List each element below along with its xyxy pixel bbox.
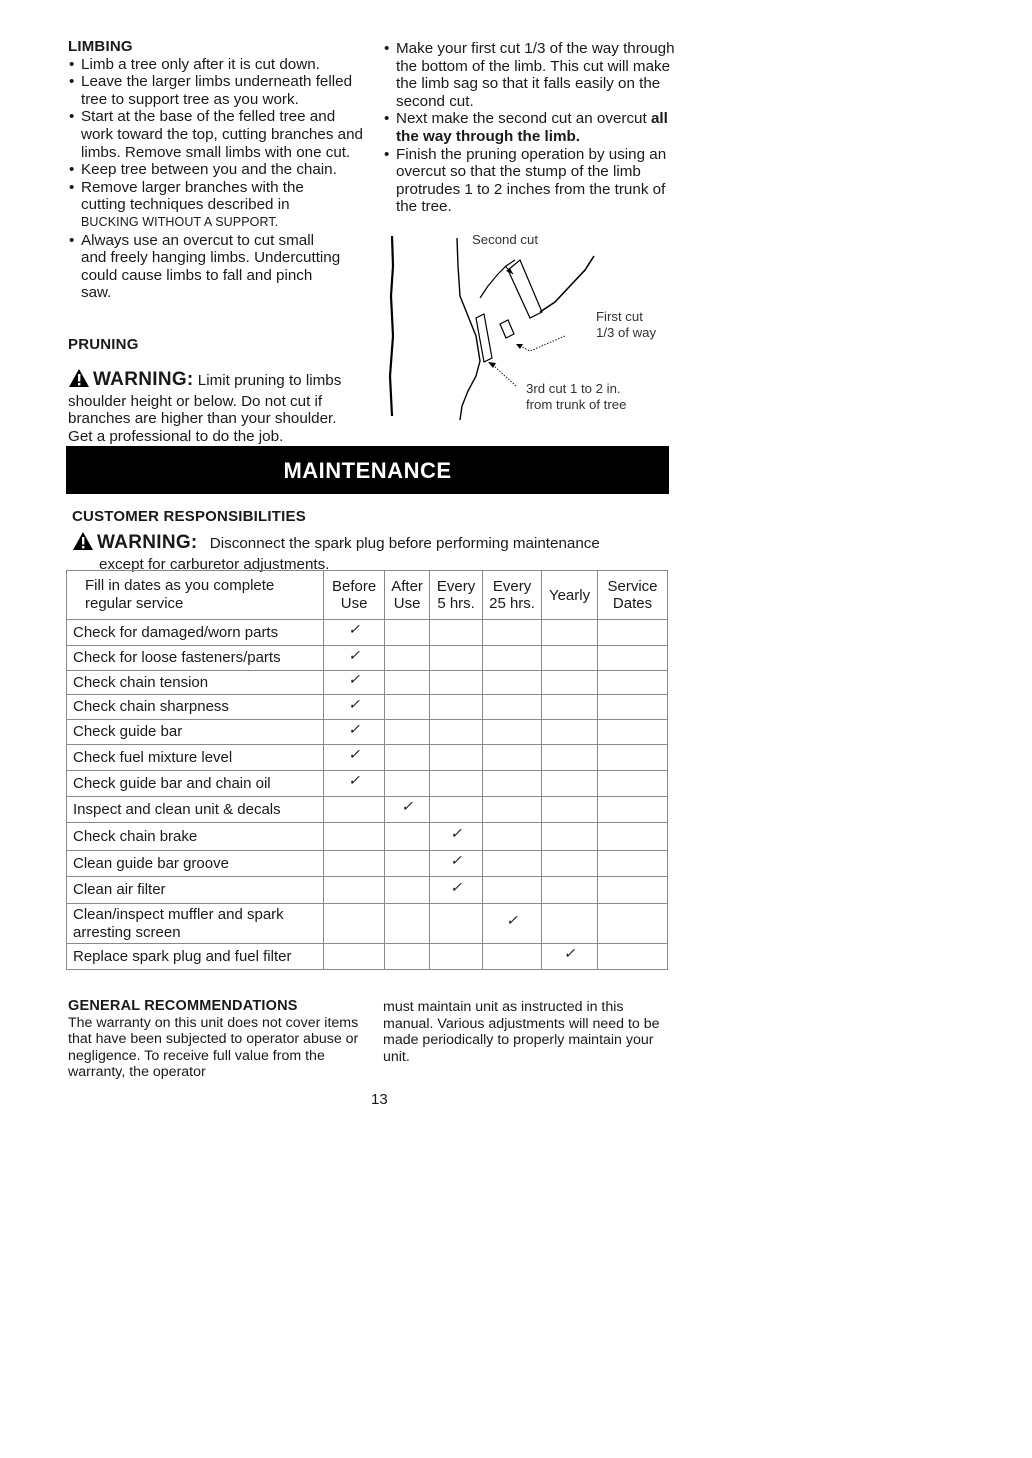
customer-warning (72, 531, 672, 574)
header-task: Fill in dates as you complete regular service (67, 571, 324, 620)
empty-cell (324, 851, 385, 877)
pruning-figure (380, 226, 670, 426)
empty-cell (598, 797, 668, 823)
empty-cell (542, 695, 598, 720)
check-cell (324, 720, 385, 745)
general-heading: GENERAL RECOMMENDATIONS (68, 998, 298, 1014)
check-mark-icon: ✓ (348, 695, 360, 712)
empty-cell (542, 745, 598, 771)
check-mark-icon: ✓ (348, 746, 360, 762)
warning-triangle-icon-2 (72, 531, 94, 556)
check-mark-icon: ✓ (348, 646, 360, 663)
empty-cell (542, 671, 598, 695)
table-row (67, 877, 668, 904)
check-cell (542, 944, 598, 970)
empty-cell (385, 944, 430, 970)
check-mark-icon: ✓ (450, 825, 462, 841)
empty-cell (542, 771, 598, 797)
pruning-bullet-2 (383, 110, 675, 145)
table-row (67, 771, 668, 797)
check-cell (324, 646, 385, 671)
table-row (67, 671, 668, 695)
first-cut-label-2: 1/3 of way (596, 325, 657, 340)
first-cut-label (596, 309, 656, 341)
third-cut-label-2: from trunk of tree (526, 397, 627, 412)
empty-cell (324, 797, 385, 823)
empty-cell (430, 944, 483, 970)
empty-cell (483, 877, 542, 904)
empty-cell (385, 851, 430, 877)
empty-cell (324, 904, 385, 944)
limbing-bullet-6: • Always use an overcut to cut small and freely hanging limbs. Undercutting could cause limbs to fall and pinch saw. (68, 232, 343, 302)
empty-cell (324, 877, 385, 904)
check-cell (430, 851, 483, 877)
table-row (67, 823, 668, 851)
empty-cell (430, 720, 483, 745)
empty-cell (542, 797, 598, 823)
empty-cell (542, 904, 598, 944)
pruning-warning-text: Limit pruning to limbs shoulder height or below. Do not cut if branches are higher than your shoulder. Get a professional to do the job. (68, 372, 342, 445)
empty-cell (598, 745, 668, 771)
check-cell (324, 620, 385, 646)
task-cell: Replace spark plug and fuel filter (67, 944, 324, 970)
empty-cell (385, 904, 430, 944)
check-mark-icon: ✓ (348, 720, 360, 737)
third-cut-label-1: 3rd cut 1 to 2 in. (526, 381, 621, 396)
limbing-bullet-3: • Start at the base of the felled tree and work toward the top, cutting branches and limbs. Remove small limbs with one cut. (68, 108, 368, 161)
page-number: 13 (371, 1091, 388, 1108)
maintenance-banner: MAINTENANCE (66, 446, 669, 494)
limbing-list (68, 56, 368, 302)
empty-cell (385, 646, 430, 671)
task-cell: Check guide bar (67, 720, 324, 745)
empty-cell (430, 671, 483, 695)
pruning-bullet-2-bold: all the way through the limb. (396, 110, 668, 145)
check-mark-icon: ✓ (450, 878, 462, 895)
check-cell (430, 823, 483, 851)
table-row (67, 944, 668, 970)
empty-cell (385, 771, 430, 797)
task-cell: Check for damaged/worn parts (67, 620, 324, 646)
check-mark-icon: ✓ (563, 945, 576, 961)
pruning-warning-label: WARNING: (93, 369, 194, 390)
empty-cell (385, 877, 430, 904)
empty-cell (483, 695, 542, 720)
customer-warning-line2: except for carburetor adjustments. (99, 556, 330, 573)
limbing-bullet-2: • Leave the larger limbs underneath felled tree to support tree as you work. (68, 73, 368, 108)
limbing-bullet-4: • Keep tree between you and the chain. (68, 161, 368, 179)
empty-cell (598, 671, 668, 695)
table-header-row (67, 571, 668, 620)
header-yearly: Yearly (542, 571, 598, 620)
empty-cell (385, 620, 430, 646)
second-cut-label: Second cut (472, 232, 538, 247)
check-cell (324, 695, 385, 720)
task-cell: Clean air filter (67, 877, 324, 904)
pruning-bullet-1: • Make your first cut 1/3 of the way through the bottom of the limb. This cut will make the limb sag so that it falls easily on the second cut. (383, 40, 675, 110)
customer-section (72, 508, 672, 525)
empty-cell (542, 646, 598, 671)
check-cell (483, 904, 542, 944)
maintenance-schedule-table (66, 570, 668, 970)
first-cut-label-1: First cut (596, 309, 643, 324)
empty-cell (483, 823, 542, 851)
table-row (67, 720, 668, 745)
header-before-use: Before Use (324, 571, 385, 620)
task-cell: Check chain sharpness (67, 695, 324, 720)
empty-cell (385, 720, 430, 745)
empty-cell (598, 695, 668, 720)
check-mark-icon: ✓ (401, 798, 413, 814)
empty-cell (598, 944, 668, 970)
check-cell (324, 745, 385, 771)
task-cell: Clean guide bar groove (67, 851, 324, 877)
empty-cell (542, 851, 598, 877)
empty-cell (483, 671, 542, 695)
empty-cell (324, 944, 385, 970)
check-cell (385, 797, 430, 823)
empty-cell (598, 720, 668, 745)
empty-cell (324, 823, 385, 851)
empty-cell (598, 851, 668, 877)
general-section (68, 998, 364, 1081)
table-row (67, 797, 668, 823)
empty-cell (430, 745, 483, 771)
header-service-dates: Service Dates (598, 571, 668, 620)
check-cell (324, 771, 385, 797)
empty-cell (598, 620, 668, 646)
empty-cell (430, 797, 483, 823)
check-cell (430, 877, 483, 904)
empty-cell (430, 620, 483, 646)
table-body (67, 620, 668, 970)
empty-cell (483, 720, 542, 745)
limbing-bullet-5 (68, 179, 368, 232)
pruning-steps (383, 40, 675, 216)
warning-triangle-icon (68, 368, 90, 393)
table-row (67, 695, 668, 720)
limbing-bullet-5-line1: Remove larger branches with the (81, 178, 304, 196)
pruning-warning (68, 368, 360, 445)
task-cell: Clean/inspect muffler and spark arresting screen (67, 904, 324, 944)
customer-warning-line1: Disconnect the spark plug before performing maintenance (209, 535, 600, 552)
header-every-25: Every 25 hrs. (483, 571, 542, 620)
empty-cell (483, 851, 542, 877)
limbing-heading: LIMBING (68, 38, 133, 55)
task-cell: Check guide bar and chain oil (67, 771, 324, 797)
check-mark-icon: ✓ (348, 671, 360, 687)
general-text-left: The warranty on this unit does not cover items that have been subjected to operator abuse or negligence. To receive full value from the warranty, the operator (68, 1014, 359, 1080)
task-cell: Check chain tension (67, 671, 324, 695)
task-cell: Check chain brake (67, 823, 324, 851)
empty-cell (483, 620, 542, 646)
bucking-reference: BUCKING WITHOUT A SUPPORT. (81, 214, 279, 229)
limbing-bullet-5-line2: cutting techniques described in (81, 196, 290, 214)
empty-cell (598, 877, 668, 904)
check-mark-icon: ✓ (506, 912, 518, 928)
empty-cell (542, 720, 598, 745)
empty-cell (483, 944, 542, 970)
empty-cell (598, 771, 668, 797)
table-row (67, 620, 668, 646)
empty-cell (430, 771, 483, 797)
general-text-right: must maintain unit as instructed in this manual. Various adjustments will need to be made periodically to properly maintain your unit. (383, 999, 660, 1065)
empty-cell (385, 745, 430, 771)
pruning-bullet-3: • Finish the pruning operation by using an overcut so that the stump of the limb protrudes 1 to 2 inches from the trunk of the tree. (383, 146, 675, 216)
empty-cell (483, 797, 542, 823)
table-row (67, 745, 668, 771)
empty-cell (542, 877, 598, 904)
table-row (67, 646, 668, 671)
pruning-section (68, 336, 368, 354)
check-mark-icon: ✓ (348, 621, 360, 637)
empty-cell (385, 823, 430, 851)
empty-cell (483, 745, 542, 771)
limbing-section (68, 38, 368, 302)
empty-cell (542, 823, 598, 851)
pruning-bullet-2-text: Next make the second cut an overcut (396, 110, 647, 128)
empty-cell (430, 695, 483, 720)
customer-warning-label: WARNING: (97, 532, 198, 553)
header-every-5: Every 5 hrs. (430, 571, 483, 620)
check-mark-icon: ✓ (348, 772, 360, 788)
empty-cell (430, 904, 483, 944)
third-cut-label (526, 381, 626, 413)
table-row (67, 904, 668, 944)
empty-cell (598, 904, 668, 944)
empty-cell (542, 620, 598, 646)
customer-heading: CUSTOMER RESPONSIBILITIES (72, 508, 306, 525)
pruning-heading: PRUNING (68, 336, 139, 353)
empty-cell (385, 671, 430, 695)
header-after-use: After Use (385, 571, 430, 620)
check-cell (324, 671, 385, 695)
table-row (67, 851, 668, 877)
empty-cell (598, 823, 668, 851)
empty-cell (430, 646, 483, 671)
limbing-bullet-1: • Limb a tree only after it is cut down. (68, 56, 368, 74)
task-cell: Check fuel mixture level (67, 745, 324, 771)
empty-cell (483, 771, 542, 797)
empty-cell (598, 646, 668, 671)
task-cell: Inspect and clean unit & decals (67, 797, 324, 823)
check-mark-icon: ✓ (450, 852, 462, 868)
empty-cell (483, 646, 542, 671)
task-cell: Check for loose fasteners/parts (67, 646, 324, 671)
empty-cell (385, 695, 430, 720)
